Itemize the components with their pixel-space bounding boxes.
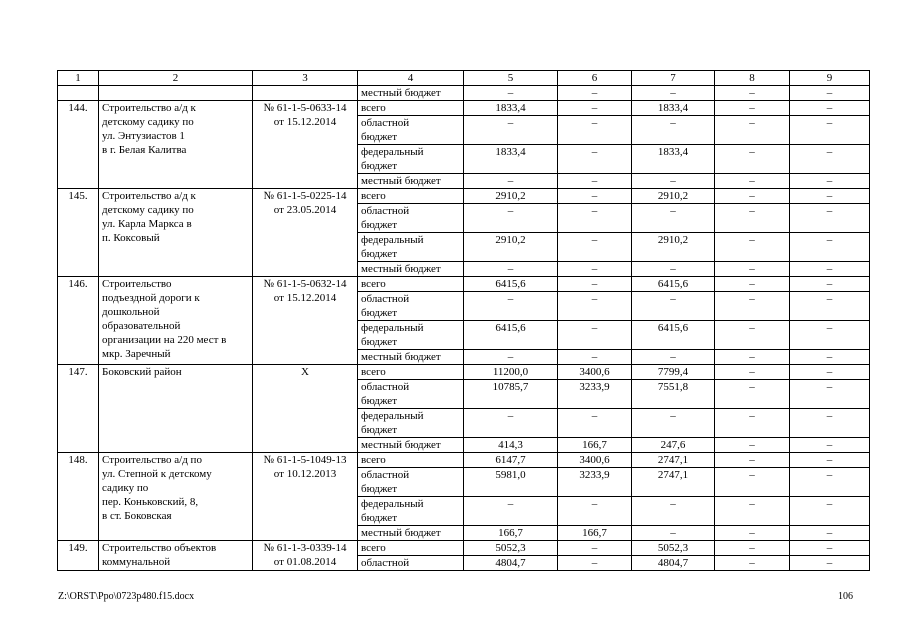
- amount-cell: 247,6: [632, 438, 715, 453]
- column-header: 8: [715, 71, 790, 86]
- amount-cell: 2747,1: [632, 453, 715, 468]
- budget-source-line: федеральный: [361, 146, 424, 158]
- document-ref-line: от 23.05.2014: [273, 204, 337, 216]
- column-header: 5: [464, 71, 558, 86]
- amount-cell: 2910,2: [632, 233, 715, 262]
- budget-source-line: всего: [361, 366, 386, 378]
- budget-source: [358, 204, 464, 233]
- object-name-line: ул. Степной к детскому: [102, 468, 212, 480]
- amount-cell: –: [715, 145, 790, 174]
- amount-cell: –: [464, 292, 558, 321]
- amount-cell: –: [790, 541, 870, 556]
- footer-file-path: Z:\ORST\Ppo\0723p480.f15.docx: [58, 591, 195, 602]
- amount-cell: 414,3: [464, 438, 558, 453]
- amount-cell: 6147,7: [464, 453, 558, 468]
- budget-source: [358, 468, 464, 497]
- amount-cell: –: [715, 116, 790, 145]
- amount-cell: –: [558, 233, 632, 262]
- amount-cell: 11200,0: [464, 365, 558, 380]
- amount-cell: –: [558, 541, 632, 556]
- budget-source: [358, 321, 464, 350]
- table-row: [58, 453, 870, 468]
- object-name-line: организации на 220 мест в: [102, 334, 227, 346]
- amount-cell: 10785,7: [464, 380, 558, 409]
- amount-cell: –: [790, 292, 870, 321]
- document-ref-line: от 01.08.2014: [273, 556, 337, 568]
- budget-source-line: бюджет: [361, 248, 397, 260]
- budget-source: [358, 262, 464, 277]
- amount-cell: –: [632, 497, 715, 526]
- budget-source-line: бюджет: [361, 307, 397, 319]
- budget-source-line: бюджет: [361, 131, 397, 143]
- amount-cell: –: [790, 365, 870, 380]
- row-number: 144.: [58, 101, 99, 189]
- column-header: 7: [632, 71, 715, 86]
- object-name-line: образовательной: [102, 320, 181, 332]
- amount-cell: –: [632, 174, 715, 189]
- amount-cell: 6415,6: [632, 277, 715, 292]
- amount-cell: –: [790, 321, 870, 350]
- column-header: 9: [790, 71, 870, 86]
- object-name-line: Боковский район: [102, 366, 182, 378]
- amount-cell: –: [715, 277, 790, 292]
- document-ref-line: от 15.12.2014: [273, 292, 337, 304]
- budget-source-line: федеральный: [361, 322, 424, 334]
- document-ref: [253, 101, 358, 189]
- budget-source-line: местный бюджет: [361, 263, 441, 275]
- object-name-line: детскому садику по: [102, 204, 194, 216]
- amount-cell: –: [558, 556, 632, 571]
- column-header: 1: [58, 71, 99, 86]
- amount-cell: 5052,3: [632, 541, 715, 556]
- budget-source-line: местный бюджет: [361, 351, 441, 363]
- budget-source: [358, 497, 464, 526]
- object-name-line: коммунальной: [102, 556, 171, 568]
- budget-source: [358, 556, 464, 571]
- amount-cell: –: [715, 101, 790, 116]
- amount-cell: –: [558, 101, 632, 116]
- object-name-line: ул. Энтузиастов 1: [102, 130, 185, 142]
- budget-source-line: областной: [361, 205, 410, 217]
- amount-cell: 166,7: [558, 526, 632, 541]
- amount-cell: 7551,8: [632, 380, 715, 409]
- object-name-line: пер. Коньковский, 8,: [102, 496, 199, 508]
- amount-cell: –: [790, 189, 870, 204]
- amount-cell: –: [715, 409, 790, 438]
- object-name-line: Строительство объектов: [102, 542, 217, 554]
- object-name: [99, 277, 253, 365]
- amount-cell: 1833,4: [464, 101, 558, 116]
- object-name-line: в ст. Боковская: [102, 510, 172, 522]
- amount-cell: –: [558, 145, 632, 174]
- budget-source: [358, 409, 464, 438]
- budget-source-line: федеральный: [361, 234, 424, 246]
- amount-cell: 5981,0: [464, 468, 558, 497]
- amount-cell: –: [558, 409, 632, 438]
- amount-cell: 2910,2: [464, 189, 558, 204]
- amount-cell: –: [464, 174, 558, 189]
- document-ref-line: № 61-1-5-0632-14: [263, 278, 347, 290]
- amount-cell: 3400,6: [558, 365, 632, 380]
- budget-source: [358, 350, 464, 365]
- amount-cell: –: [790, 233, 870, 262]
- amount-cell: –: [715, 468, 790, 497]
- table-row: [58, 541, 870, 556]
- amount-cell: –: [790, 438, 870, 453]
- amount-cell: 166,7: [464, 526, 558, 541]
- amount-cell: –: [715, 541, 790, 556]
- budget-source: [358, 101, 464, 116]
- budget-source: [358, 145, 464, 174]
- amount-cell: –: [464, 204, 558, 233]
- budget-source-line: бюджет: [361, 219, 397, 231]
- document-ref: [253, 189, 358, 277]
- budget-source-line: областной: [361, 293, 410, 305]
- amount-cell: –: [558, 497, 632, 526]
- budget-source: [358, 174, 464, 189]
- amount-cell: –: [632, 409, 715, 438]
- amount-cell: –: [790, 409, 870, 438]
- amount-cell: –: [790, 556, 870, 571]
- amount-cell: –: [464, 350, 558, 365]
- amount-cell: 6415,6: [464, 321, 558, 350]
- amount-cell: 4804,7: [632, 556, 715, 571]
- amount-cell: –: [715, 365, 790, 380]
- amount-cell: –: [632, 116, 715, 145]
- budget-source: [358, 86, 464, 101]
- amount-cell: –: [790, 86, 870, 101]
- document-ref-line: X: [301, 366, 309, 378]
- amount-cell: 2747,1: [632, 468, 715, 497]
- budget-source-line: федеральный: [361, 498, 424, 510]
- table-row: [58, 86, 870, 101]
- budget-source-line: местный бюджет: [361, 527, 441, 539]
- budget-source-line: местный бюджет: [361, 439, 441, 451]
- object-name-line: ул. Карла Маркса в: [102, 218, 192, 230]
- object-name: [99, 453, 253, 541]
- column-header: 2: [99, 71, 253, 86]
- amount-cell: –: [464, 409, 558, 438]
- amount-cell: –: [558, 116, 632, 145]
- object-name-line: Строительство а/д к: [102, 102, 196, 114]
- amount-cell: –: [790, 277, 870, 292]
- object-name: [99, 541, 253, 571]
- budget-source-line: областной: [361, 469, 410, 481]
- object-name-line: подъездной дороги к: [102, 292, 200, 304]
- budget-source: [358, 526, 464, 541]
- budget-source-line: областной: [361, 381, 410, 393]
- amount-cell: –: [790, 468, 870, 497]
- budget-source-line: местный бюджет: [361, 87, 441, 99]
- amount-cell: –: [558, 262, 632, 277]
- budget-source: [358, 189, 464, 204]
- budget-source: [358, 438, 464, 453]
- amount-cell: –: [558, 189, 632, 204]
- budget-source-line: бюджет: [361, 336, 397, 348]
- budget-table: [57, 70, 870, 571]
- budget-source-line: бюджет: [361, 160, 397, 172]
- row-number: 147.: [58, 365, 99, 453]
- amount-cell: –: [558, 174, 632, 189]
- amount-cell: 166,7: [558, 438, 632, 453]
- header-row: [58, 71, 870, 86]
- row-number: 149.: [58, 541, 99, 571]
- row-number: 145.: [58, 189, 99, 277]
- amount-cell: –: [715, 86, 790, 101]
- budget-source-line: местный бюджет: [361, 175, 441, 187]
- amount-cell: –: [632, 262, 715, 277]
- budget-source-line: всего: [361, 102, 386, 114]
- document-ref: [253, 541, 358, 571]
- amount-cell: –: [790, 145, 870, 174]
- budget-source-line: бюджет: [361, 512, 397, 524]
- amount-cell: 1833,4: [632, 145, 715, 174]
- document-ref-line: № 61-1-5-0225-14: [263, 190, 347, 202]
- amount-cell: –: [632, 350, 715, 365]
- object-name: [99, 365, 253, 453]
- amount-cell: 3400,6: [558, 453, 632, 468]
- amount-cell: –: [790, 204, 870, 233]
- budget-source: [358, 380, 464, 409]
- budget-source: [358, 116, 464, 145]
- document-ref: [253, 86, 358, 101]
- amount-cell: –: [715, 526, 790, 541]
- row-number: [58, 86, 99, 101]
- amount-cell: –: [715, 292, 790, 321]
- amount-cell: –: [715, 438, 790, 453]
- amount-cell: –: [558, 277, 632, 292]
- budget-source-line: бюджет: [361, 395, 397, 407]
- amount-cell: –: [558, 86, 632, 101]
- object-name: [99, 86, 253, 101]
- object-name-line: Строительство а/д к: [102, 190, 196, 202]
- amount-cell: –: [558, 204, 632, 233]
- amount-cell: –: [715, 497, 790, 526]
- table-row: [58, 365, 870, 380]
- page-number: 106: [838, 591, 853, 602]
- amount-cell: 6415,6: [632, 321, 715, 350]
- budget-source-line: всего: [361, 278, 386, 290]
- document-ref-line: от 15.12.2014: [273, 116, 337, 128]
- row-number: 146.: [58, 277, 99, 365]
- column-header: 4: [358, 71, 464, 86]
- amount-cell: –: [464, 497, 558, 526]
- amount-cell: –: [790, 526, 870, 541]
- amount-cell: 5052,3: [464, 541, 558, 556]
- amount-cell: –: [715, 321, 790, 350]
- column-header: 6: [558, 71, 632, 86]
- object-name-line: дошкольной: [102, 306, 160, 318]
- budget-source-line: бюджет: [361, 424, 397, 436]
- object-name: [99, 101, 253, 189]
- amount-cell: –: [464, 116, 558, 145]
- amount-cell: –: [632, 526, 715, 541]
- budget-source-line: всего: [361, 454, 386, 466]
- amount-cell: –: [790, 262, 870, 277]
- amount-cell: 2910,2: [464, 233, 558, 262]
- amount-cell: –: [464, 262, 558, 277]
- document-ref-line: № 61-1-3-0339-14: [263, 542, 347, 554]
- amount-cell: 7799,4: [632, 365, 715, 380]
- object-name-line: п. Коксовый: [102, 232, 160, 244]
- document-ref-line: № 61-1-5-0633-14: [263, 102, 347, 114]
- budget-source-line: всего: [361, 542, 386, 554]
- document-ref-line: № 61-1-5-1049-13: [263, 454, 347, 466]
- object-name-line: в г. Белая Калитва: [102, 144, 187, 156]
- amount-cell: –: [632, 86, 715, 101]
- amount-cell: –: [558, 350, 632, 365]
- budget-source: [358, 541, 464, 556]
- amount-cell: –: [715, 380, 790, 409]
- amount-cell: –: [715, 174, 790, 189]
- amount-cell: –: [790, 380, 870, 409]
- document-ref: [253, 453, 358, 541]
- amount-cell: –: [632, 204, 715, 233]
- object-name-line: Строительство: [102, 278, 172, 290]
- amount-cell: –: [790, 116, 870, 145]
- column-header: 3: [253, 71, 358, 86]
- amount-cell: –: [790, 453, 870, 468]
- amount-cell: –: [715, 350, 790, 365]
- amount-cell: –: [790, 174, 870, 189]
- amount-cell: –: [790, 101, 870, 116]
- amount-cell: –: [715, 233, 790, 262]
- object-name-line: детскому садику по: [102, 116, 194, 128]
- amount-cell: –: [715, 262, 790, 277]
- amount-cell: –: [715, 556, 790, 571]
- amount-cell: 4804,7: [464, 556, 558, 571]
- table-row: [58, 101, 870, 116]
- table-row: [58, 189, 870, 204]
- amount-cell: –: [715, 189, 790, 204]
- amount-cell: 6415,6: [464, 277, 558, 292]
- amount-cell: –: [632, 292, 715, 321]
- amount-cell: –: [464, 86, 558, 101]
- amount-cell: –: [715, 453, 790, 468]
- object-name-line: садику по: [102, 482, 149, 494]
- amount-cell: –: [715, 204, 790, 233]
- document-ref: [253, 365, 358, 453]
- budget-source: [358, 365, 464, 380]
- amount-cell: 1833,4: [632, 101, 715, 116]
- object-name-line: Строительство а/д по: [102, 454, 202, 466]
- amount-cell: 3233,9: [558, 468, 632, 497]
- object-name: [99, 189, 253, 277]
- budget-source: [358, 453, 464, 468]
- budget-source: [358, 292, 464, 321]
- budget-source-line: областной: [361, 557, 410, 569]
- amount-cell: –: [790, 497, 870, 526]
- document-ref-line: от 10.12.2013: [273, 468, 337, 480]
- budget-source-line: бюджет: [361, 483, 397, 495]
- amount-cell: 1833,4: [464, 145, 558, 174]
- table-row: [58, 277, 870, 292]
- budget-source-line: всего: [361, 190, 386, 202]
- budget-source: [358, 233, 464, 262]
- document-ref: [253, 277, 358, 365]
- row-number: 148.: [58, 453, 99, 541]
- amount-cell: –: [558, 292, 632, 321]
- amount-cell: 3233,9: [558, 380, 632, 409]
- object-name-line: мкр. Заречный: [102, 348, 171, 360]
- amount-cell: –: [558, 321, 632, 350]
- amount-cell: 2910,2: [632, 189, 715, 204]
- amount-cell: –: [790, 350, 870, 365]
- budget-source: [358, 277, 464, 292]
- budget-source-line: областной: [361, 117, 410, 129]
- budget-source-line: федеральный: [361, 410, 424, 422]
